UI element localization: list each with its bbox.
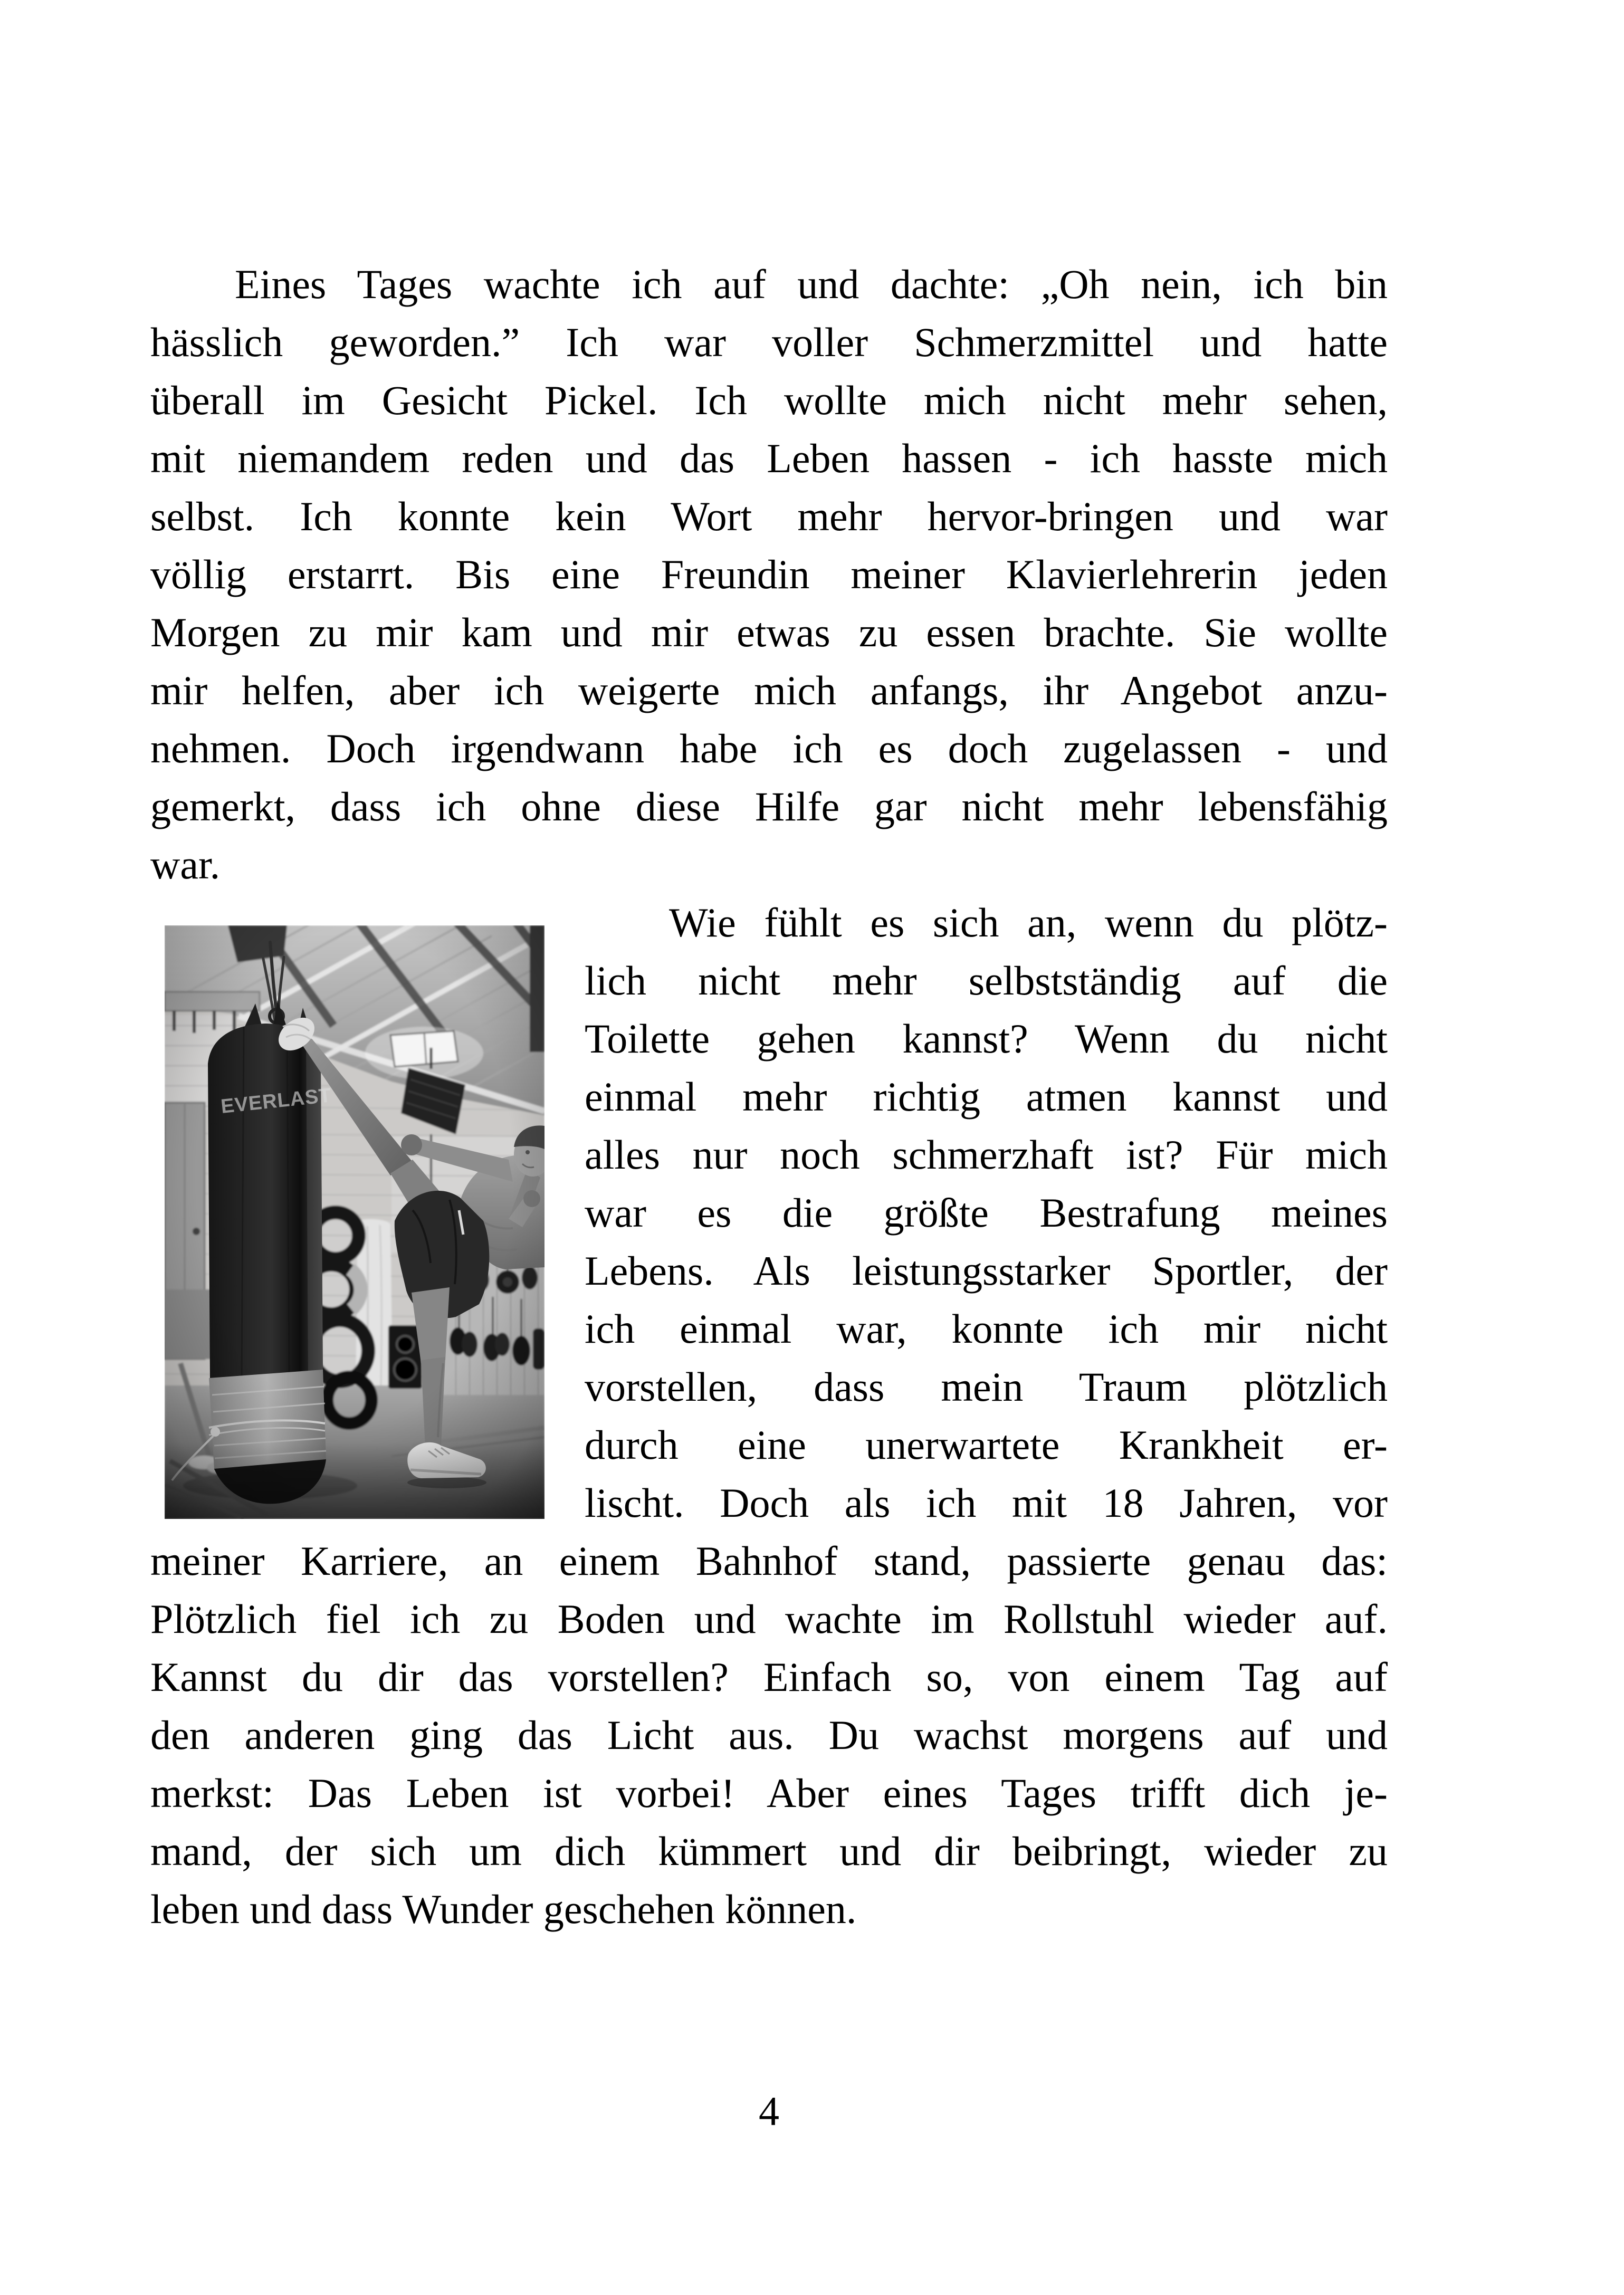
text-line: lich nicht mehr selbstständig auf die	[585, 958, 1388, 1003]
text-line: leben und dass Wunder geschehen können.	[150, 1886, 857, 1932]
text-line: war.	[150, 842, 221, 887]
text-line: Plötzlich fiel ich zu Boden und wachte im Rollstuhl wieder auf.	[150, 1596, 1388, 1642]
text-line: merkst: Das Leben ist vorbei! Aber eines Tages trifft dich je-	[150, 1770, 1388, 1816]
text-line: hässlich geworden.” Ich war voller Schmerzmittel und hatte	[150, 319, 1388, 365]
paragraph-2-with-photo	[150, 894, 1388, 1532]
text-line: gemerkt, dass ich ohne diese Hilfe gar nicht mehr lebensfähig	[150, 783, 1388, 829]
text-line: meiner Karriere, an einem Bahnhof stand, passierte genau das:	[150, 1538, 1388, 1584]
text-line: durch eine unerwartete Krankheit er-	[585, 1422, 1388, 1468]
text-line: lischt. Doch als ich mit 18 Jahren, vor	[585, 1480, 1388, 1526]
text-line: alles nur noch schmerzhaft ist? Für mich	[585, 1132, 1388, 1178]
text-line: den anderen ging das Licht aus. Du wachst morgens auf und	[150, 1712, 1388, 1758]
text-line: Wie fühlt es sich an, wenn du plötz-	[669, 900, 1388, 945]
text-line: war es die größte Bestrafung meines	[585, 1190, 1388, 1236]
text-line: Lebens. Als leistungsstarker Sportler, der	[585, 1248, 1388, 1294]
text-line: mit niemandem reden und das Leben hassen - ich hasste mich	[150, 435, 1388, 481]
text-line: mand, der sich um dich kümmert und dir beibringt, wieder zu	[150, 1828, 1388, 1874]
text-line: Toilette gehen kannst? Wenn du nicht	[585, 1016, 1388, 1062]
page-text	[150, 255, 1388, 1938]
text-line: Eines Tages wachte ich auf und dachte: „Oh nein, ich bin	[235, 261, 1388, 307]
photo-bottom-shade	[165, 1442, 544, 1519]
text-line: selbst. Ich konnte kein Wort mehr hervor-bringen und war	[150, 493, 1388, 539]
text-line: vorstellen, dass mein Traum plötzlich	[585, 1364, 1388, 1410]
gym-kick-photo	[165, 925, 544, 1519]
paragraph-2-wrapped-text	[585, 894, 1388, 1532]
text-line: völlig erstarrt. Bis eine Freundin meiner Klavierlehrerin jeden	[150, 551, 1388, 597]
text-line: Morgen zu mir kam und mir etwas zu essen brachte. Sie wollte	[150, 609, 1388, 655]
text-line: nehmen. Doch irgendwann habe ich es doch zugelassen - und	[150, 725, 1388, 771]
text-line: überall im Gesicht Pickel. Ich wollte mich nicht mehr sehen,	[150, 377, 1388, 423]
text-line: ich einmal war, konnte ich mir nicht	[585, 1306, 1388, 1352]
paragraph-1	[150, 255, 1388, 894]
page-number: 4	[759, 2088, 779, 2134]
text-line: Kannst du dir das vorstellen? Einfach so, von einem Tag auf	[150, 1654, 1388, 1700]
gym-kick-photo-illustration	[165, 925, 544, 1519]
text-line: mir helfen, aber ich weigerte mich anfangs, ihr Angebot anzu-	[150, 667, 1388, 713]
text-line: einmal mehr richtig atmen kannst und	[585, 1074, 1388, 1120]
paragraph-2-full-width	[150, 1532, 1388, 1938]
photo-vignette	[165, 925, 544, 1519]
